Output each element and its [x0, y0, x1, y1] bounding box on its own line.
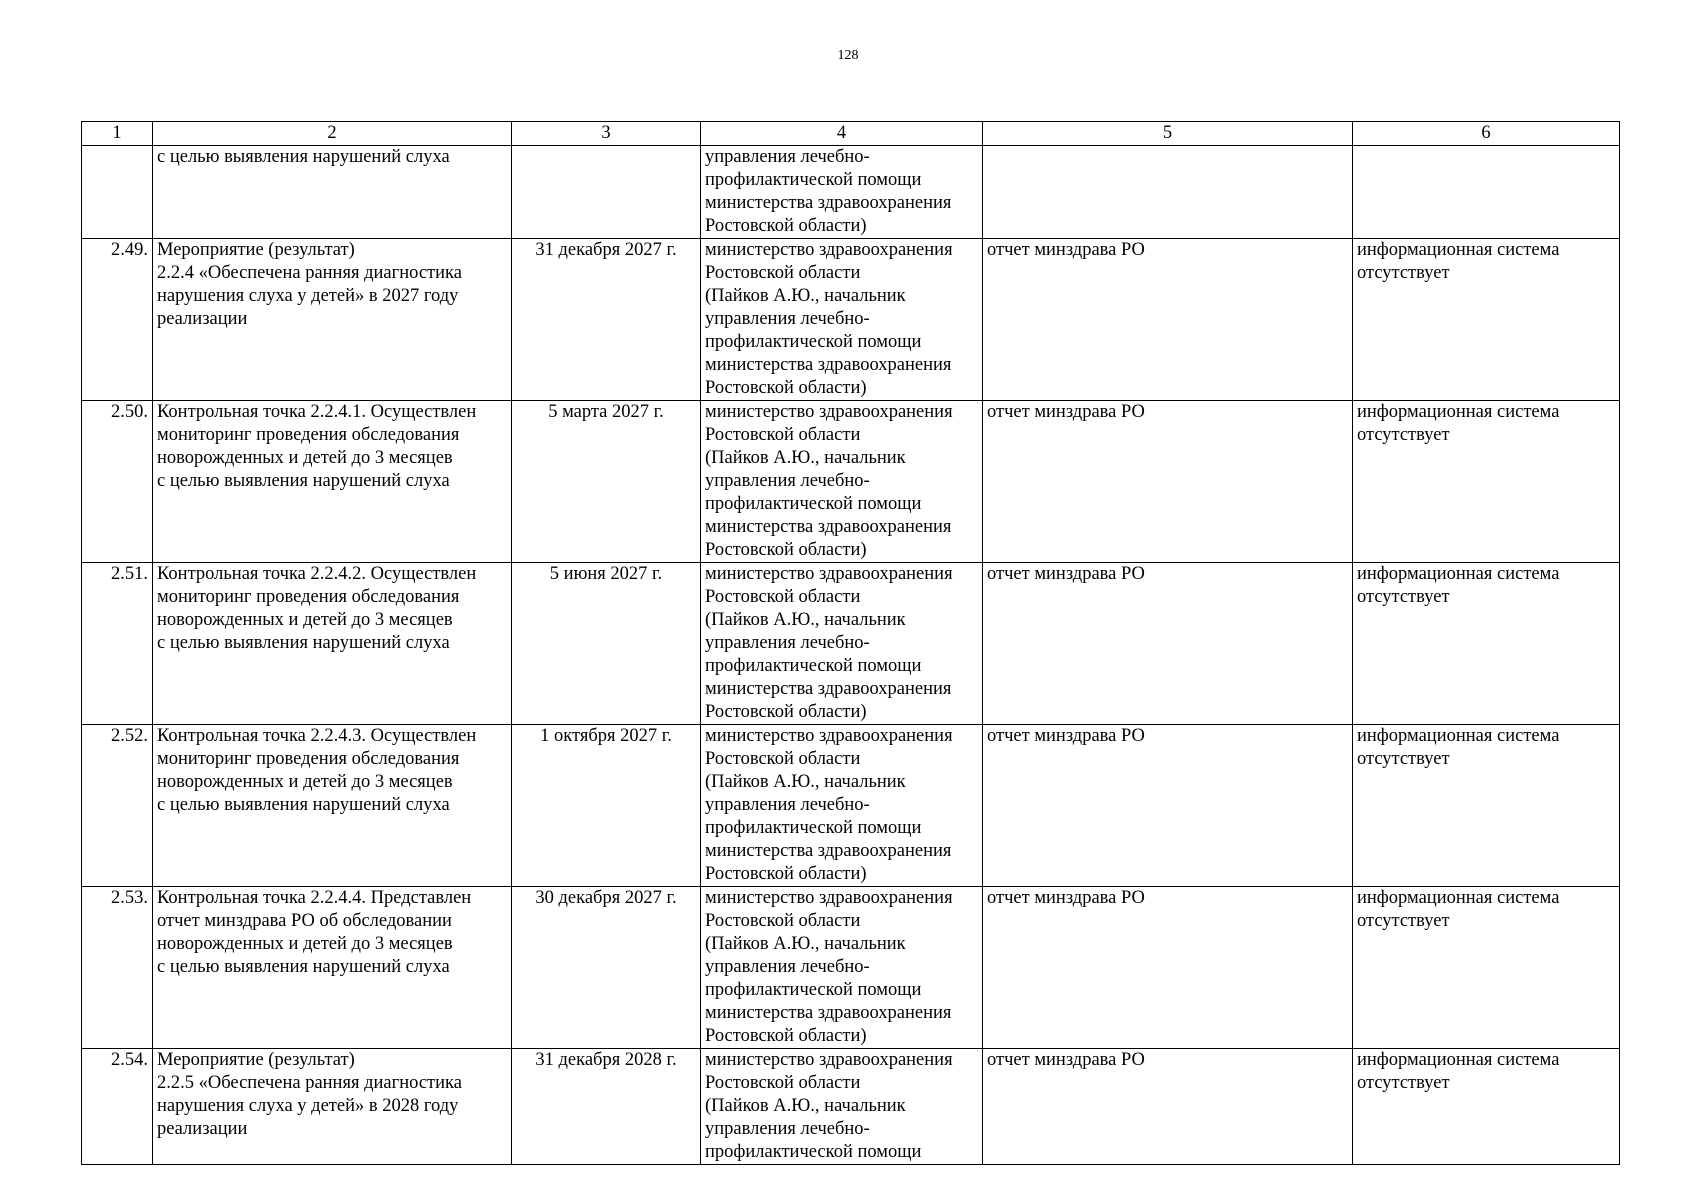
cell-system	[1353, 1049, 1620, 1165]
column-header: 3	[512, 122, 701, 146]
text-line: отсутствует	[1357, 1073, 1450, 1093]
text-line: нарушения слуха у детей» в 2028 году	[157, 1096, 459, 1116]
cell-name	[153, 563, 512, 725]
cell-date: 5 марта 2027 г.	[512, 401, 701, 563]
text-line: нарушения слуха у детей» в 2027 году	[157, 286, 459, 306]
text-line: министерства здравоохранения	[705, 1003, 952, 1023]
column-header: 1	[82, 122, 153, 146]
cell-responsible	[701, 1049, 983, 1165]
cell-number: 2.51.	[82, 563, 153, 725]
cell-responsible	[701, 563, 983, 725]
text-line: Ростовской области	[705, 1073, 861, 1093]
text-line: управления лечебно-	[705, 795, 870, 815]
text-line: управления лечебно-	[705, 309, 870, 329]
cell-number: 2.52.	[82, 725, 153, 887]
text-line: министерства здравоохранения	[705, 193, 952, 213]
text-line: управления лечебно-	[705, 147, 870, 167]
text-line: новорожденных и детей до 3 месяцев	[157, 772, 453, 792]
cell-responsible	[701, 146, 983, 239]
text-line: Ростовской области)	[705, 378, 867, 398]
text-line: министерство здравоохранения	[705, 402, 953, 422]
text-line: Ростовской области)	[705, 540, 867, 560]
cell-date: 31 декабря 2028 г.	[512, 1049, 701, 1165]
column-header: 6	[1353, 122, 1620, 146]
cell-number: 2.54.	[82, 1049, 153, 1165]
cell-number: 2.53.	[82, 887, 153, 1049]
text-line: министерство здравоохранения	[705, 240, 953, 260]
text-line: отсутствует	[1357, 587, 1450, 607]
table-row	[82, 725, 1620, 887]
cell-system	[1353, 239, 1620, 401]
text-line: (Пайков А.Ю., начальник	[705, 772, 906, 792]
text-line: Ростовской области)	[705, 1026, 867, 1046]
text-line: с целью выявления нарушений слуха	[157, 633, 450, 653]
cell-document: отчет минздрава РО	[983, 887, 1353, 1049]
cell-name	[153, 887, 512, 1049]
text-line: Контрольная точка 2.2.4.4. Представлен	[157, 888, 472, 908]
cell-document: отчет минздрава РО	[983, 725, 1353, 887]
cell-date	[512, 146, 701, 239]
table-row	[82, 401, 1620, 563]
text-line: с целью выявления нарушений слуха	[157, 147, 450, 167]
column-header: 5	[983, 122, 1353, 146]
text-line: новорожденных и детей до 3 месяцев	[157, 448, 453, 468]
cell-system	[1353, 887, 1620, 1049]
table-row-continuation	[82, 146, 1620, 239]
cell-system	[1353, 725, 1620, 887]
cell-name	[153, 146, 512, 239]
text-line: реализации	[157, 1119, 248, 1139]
cell-number: 2.50.	[82, 401, 153, 563]
text-line: Ростовской области	[705, 749, 861, 769]
text-line: управления лечебно-	[705, 633, 870, 653]
text-line: министерство здравоохранения	[705, 564, 953, 584]
text-line: отсутствует	[1357, 911, 1450, 931]
text-line: управления лечебно-	[705, 471, 870, 491]
text-line: 2.2.5 «Обеспечена ранняя диагностика	[157, 1073, 462, 1093]
cell-responsible	[701, 725, 983, 887]
text-line: управления лечебно-	[705, 957, 870, 977]
text-line: информационная система	[1357, 726, 1560, 746]
text-line: Ростовской области	[705, 425, 861, 445]
text-line: министерства здравоохранения	[705, 841, 952, 861]
text-line: (Пайков А.Ю., начальник	[705, 1096, 906, 1116]
cell-date: 31 декабря 2027 г.	[512, 239, 701, 401]
text-line: профилактической помощи	[705, 332, 922, 352]
cell-number	[82, 146, 153, 239]
text-line: министерство здравоохранения	[705, 1050, 953, 1070]
cell-document: отчет минздрава РО	[983, 1049, 1353, 1165]
text-line: с целью выявления нарушений слуха	[157, 795, 450, 815]
text-line: Ростовской области	[705, 587, 861, 607]
text-line: управления лечебно-	[705, 1119, 870, 1139]
text-line: профилактической помощи	[705, 980, 922, 1000]
cell-name	[153, 1049, 512, 1165]
text-line: Мероприятие (результат)	[157, 1050, 355, 1070]
cell-date: 1 октября 2027 г.	[512, 725, 701, 887]
cell-date: 5 июня 2027 г.	[512, 563, 701, 725]
table-row	[82, 1049, 1620, 1165]
text-line: отчет минздрава РО об обследовании	[157, 911, 452, 931]
text-line: министерства здравоохранения	[705, 355, 952, 375]
text-line: министерство здравоохранения	[705, 726, 953, 746]
text-line: отсутствует	[1357, 263, 1450, 283]
text-line: Контрольная точка 2.2.4.3. Осуществлен	[157, 726, 477, 746]
text-line: 2.2.4 «Обеспечена ранняя диагностика	[157, 263, 462, 283]
text-line: профилактической помощи	[705, 1142, 922, 1162]
text-line: мониторинг проведения обследования	[157, 749, 460, 769]
text-line: Мероприятие (результат)	[157, 240, 355, 260]
cell-system	[1353, 146, 1620, 239]
table-row	[82, 887, 1620, 1049]
column-header: 2	[153, 122, 512, 146]
cell-responsible	[701, 401, 983, 563]
page-number: 128	[837, 48, 859, 63]
cell-name	[153, 239, 512, 401]
text-line: Ростовской области)	[705, 216, 867, 236]
text-line: информационная система	[1357, 888, 1560, 908]
cell-name	[153, 401, 512, 563]
text-line: информационная система	[1357, 402, 1560, 422]
text-line: Ростовской области	[705, 263, 861, 283]
column-header: 4	[701, 122, 983, 146]
table-row	[82, 239, 1620, 401]
text-line: с целью выявления нарушений слуха	[157, 471, 450, 491]
text-line: профилактической помощи	[705, 818, 922, 838]
table-row	[82, 563, 1620, 725]
header-row	[82, 122, 1620, 146]
text-line: министерства здравоохранения	[705, 517, 952, 537]
text-line: Контрольная точка 2.2.4.2. Осуществлен	[157, 564, 477, 584]
cell-document: отчет минздрава РО	[983, 401, 1353, 563]
text-line: мониторинг проведения обследования	[157, 425, 460, 445]
text-line: отсутствует	[1357, 749, 1450, 769]
text-line: Ростовской области)	[705, 702, 867, 722]
text-line: реализации	[157, 309, 248, 329]
text-line: (Пайков А.Ю., начальник	[705, 286, 906, 306]
text-line: Контрольная точка 2.2.4.1. Осуществлен	[157, 402, 477, 422]
text-line: (Пайков А.Ю., начальник	[705, 610, 906, 630]
cell-name	[153, 725, 512, 887]
text-line: информационная система	[1357, 240, 1560, 260]
text-line: Ростовской области	[705, 911, 861, 931]
text-line: профилактической помощи	[705, 494, 922, 514]
plan-table	[81, 121, 1620, 1165]
text-line: министерства здравоохранения	[705, 679, 952, 699]
text-line: Ростовской области)	[705, 864, 867, 884]
text-line: (Пайков А.Ю., начальник	[705, 934, 906, 954]
cell-system	[1353, 401, 1620, 563]
cell-number: 2.49.	[82, 239, 153, 401]
cell-document: отчет минздрава РО	[983, 239, 1353, 401]
text-line: информационная система	[1357, 564, 1560, 584]
cell-responsible	[701, 239, 983, 401]
cell-system	[1353, 563, 1620, 725]
text-line: новорожденных и детей до 3 месяцев	[157, 934, 453, 954]
cell-date: 30 декабря 2027 г.	[512, 887, 701, 1049]
text-line: новорожденных и детей до 3 месяцев	[157, 610, 453, 630]
text-line: информационная система	[1357, 1050, 1560, 1070]
text-line: отсутствует	[1357, 425, 1450, 445]
text-line: мониторинг проведения обследования	[157, 587, 460, 607]
text-line: с целью выявления нарушений слуха	[157, 957, 450, 977]
cell-document	[983, 146, 1353, 239]
cell-document: отчет минздрава РО	[983, 563, 1353, 725]
text-line: профилактической помощи	[705, 170, 922, 190]
cell-responsible	[701, 887, 983, 1049]
text-line: (Пайков А.Ю., начальник	[705, 448, 906, 468]
text-line: министерство здравоохранения	[705, 888, 953, 908]
text-line: профилактической помощи	[705, 656, 922, 676]
